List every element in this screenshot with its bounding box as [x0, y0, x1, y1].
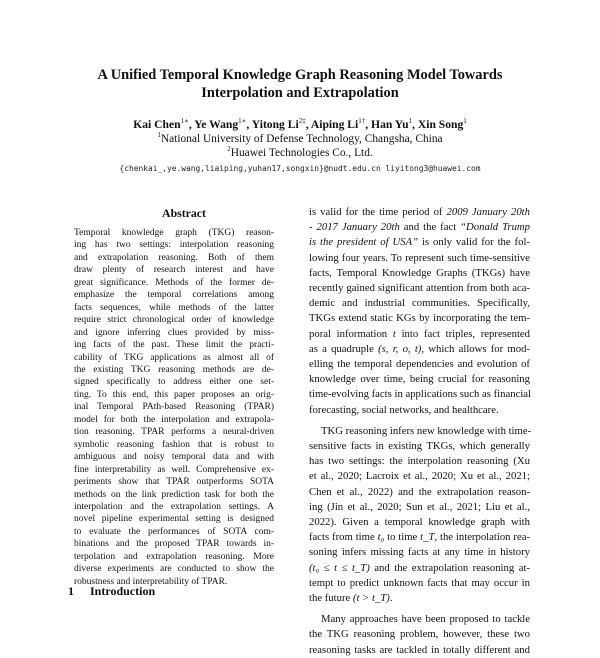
author-name: Kai Chen [133, 118, 181, 131]
body-line: soning infers missing facts at any time in history [309, 546, 530, 559]
abstract-line: and ignore inferring clues provided by miss- [74, 327, 274, 338]
abstract-line: binations and the proposed TPAR towards in- [74, 539, 274, 550]
author-sup: 1∗ [238, 117, 247, 125]
affiliation [40, 132, 560, 146]
body-line: time-evolving facts in applications such as financial [309, 388, 531, 401]
abstract-body [74, 227, 274, 588]
body-line: 2022). Given a temporal knowledge graph with [309, 516, 530, 529]
text-run: . [389, 592, 393, 605]
abstract-line: terpolation and extrapolation reasoning. More [74, 551, 274, 562]
body-line: et al., 2020; Lacroix et al., 2020; Xu et al., 2021; [309, 470, 530, 483]
title-line: Interpolation and Extrapolation [201, 85, 399, 101]
body-line [309, 342, 530, 357]
body-line: lowing four years. To represent such time-sensitive [309, 251, 530, 264]
title-line: A Unified Temporal Knowledge Graph Reasoning Model Towards [97, 67, 503, 83]
body-line: tempt to predict unknown facts that may occur in [309, 576, 530, 589]
author-sup: 1∗ [180, 117, 189, 125]
section-number: 1 [68, 584, 74, 598]
abstract-line: ambiguous and noisy temporal data and with [74, 452, 274, 463]
abstract-line: robustness and interpretability of TPAR. [74, 576, 228, 587]
abstract-line: model for both the interpolation and extrapola- [74, 414, 274, 425]
abstract-line: to evaluate the performances of SOTA com- [74, 526, 274, 537]
body-line: demic and industrial communities. Specifically, [309, 297, 530, 310]
author-emails: {chenkai_,ye.wang,liaiping,yuhan17,songxin}@nudt.edu.cn liyitong3@huawei.com [119, 164, 481, 173]
abstract-line: fine interpretability as well. Comprehensive ex- [74, 464, 274, 475]
body-line [309, 561, 530, 576]
abstract-line: diverse experiments are conducted to show the [74, 564, 274, 575]
abstract-line: cability of TKG applications as almost all of [74, 352, 274, 363]
body-line: TKGs extend static KGs by incorporating the tem- [309, 312, 530, 325]
abstract-line: symbolic reasoning fashion that is robust to [74, 439, 274, 450]
body-line: ing (Jin et al., 2020; Sun et al., 2021; Liu et al., [309, 500, 530, 513]
body-line [309, 205, 530, 220]
text-run: and the extrapolation reasoning at- [369, 561, 530, 574]
abstract-line: periments show that TPAR outperforms SOTA [74, 477, 274, 488]
date-text: 2009 January 20th [446, 206, 530, 218]
body-line: facts, Temporal Knowledge Graphs (TKGs) have [309, 266, 530, 279]
math-expr: (t₀ ≤ t ≤ t_T) [309, 561, 370, 574]
abstract-line: require strict chronological order of knowledge [74, 315, 274, 326]
body-line [309, 530, 530, 545]
abstract-line: novel pipeline experimental setting is designed [74, 514, 274, 525]
text-run: poral information [309, 327, 393, 340]
abstract-line: Temporal knowledge graph (TKG) reason- [74, 228, 274, 238]
affiliation-text: Huawei Technologies Co., Ltd. [230, 147, 373, 159]
author-name: Ye Wang [194, 118, 239, 131]
abstract-heading: Abstract [162, 206, 206, 220]
author-name: Han Yu [371, 118, 409, 131]
math-var: t [392, 327, 396, 340]
section-title: Introduction [90, 584, 156, 598]
abstract-line: the existing TKG reasoning methods are de- [74, 364, 274, 375]
body-line: Many approaches have been proposed to tackle [321, 613, 530, 626]
text-run: is only valid for the fol- [418, 236, 530, 249]
author-name: Yitong Li [251, 118, 299, 131]
author-name: Aiping Li [310, 118, 359, 131]
abstract-line: draw plenty of research interest and have [74, 265, 274, 276]
quoted-fact: is the president of USA” [309, 236, 419, 249]
right-column [309, 205, 530, 658]
body-line [309, 220, 530, 235]
body-line: TKG reasoning infers new knowledge with time- [321, 424, 532, 437]
body-line [309, 327, 530, 342]
text-run: facts from time [309, 531, 378, 544]
date-text: - 2017 January 20th [309, 221, 400, 234]
math-var: (s, r, o, t) [378, 342, 422, 355]
abstract-line: interpolation and the extrapolation settings. A [74, 501, 274, 512]
text-run: the future [309, 592, 353, 605]
quoted-fact: “Donald Trump [460, 221, 530, 234]
math-var: t_T [420, 531, 435, 544]
author-list: Kai Chen$^{1∗}$, Ye Wang$^{1∗}$, Yitong $Li^{2\ddagger}$, Aiping $Li^{1\dagger}$, Han Yu$^1$, Xin Song$^1$ [133, 117, 467, 131]
author-name: Xin Song [417, 118, 464, 131]
abstract-line: emphasize the temporal correlations among [74, 290, 274, 301]
affiliation-text: National University of Defense Technology, Changsha, China [160, 133, 443, 145]
body-line: the TKG reasoning problem, however, these two [309, 628, 530, 641]
text-run: into fact triples, represented [395, 327, 530, 340]
body-line: Chen et al., 2022) and the extrapolation reason- [309, 485, 530, 498]
math-expr: (t > t_T) [352, 592, 390, 605]
text-run: and the fact [399, 221, 461, 234]
abstract-line: facts sequences, while methods of the latter [74, 302, 274, 313]
body-line: forecasting, social networks, and healthcare. [309, 403, 499, 416]
abstract-line: great significance. Methods of the former de- [74, 277, 274, 288]
text-run: , which allows for mod- [421, 342, 530, 355]
abstract-line: ting. To this end, this paper proposes an orig- [74, 389, 274, 400]
body-line: sensitive facts in existing TKGs, which generally [309, 440, 530, 453]
text-run: as a quadruple [309, 342, 379, 355]
section-heading [68, 584, 155, 598]
abstract-line: inal Temporal PAth-based Reasoning (TPAR) [74, 402, 274, 413]
body-line: recently gained significant attention from both aca- [309, 282, 530, 295]
body-line [309, 235, 530, 250]
abstract-line: ing facts of the past. These limit the practi- [74, 340, 274, 351]
author-sup: 1† [358, 117, 366, 125]
text-run: is valid for the time period of [309, 206, 447, 218]
body-line: elling the temporal dependencies and evolution of [309, 358, 530, 371]
abstract-line: and extrapolation reasoning. Both of them [74, 252, 274, 263]
affiliation [40, 146, 560, 160]
body-line: knowledge over time, being crucial for reasoning [309, 373, 530, 386]
abstract-line: ing has two settings: interpolation reasoning [74, 240, 274, 251]
text-run: , the interpolation rea- [434, 531, 530, 544]
affiliation-sup: 2 [227, 145, 231, 153]
math-var: t₀ [377, 531, 385, 544]
body-line: reasoning tasks are tackled in totally different and [309, 643, 530, 656]
author-sup: 1 [463, 117, 467, 125]
affiliation-sup: 1 [157, 131, 161, 139]
text-run: to time [384, 531, 421, 544]
author-sup: 2‡ [298, 117, 306, 125]
body-line [309, 591, 530, 606]
abstract-line: methods on the link prediction task for both the [74, 489, 274, 500]
abstract-line: signed specifically to address either one set- [74, 377, 274, 388]
author-sup: 1 [408, 117, 413, 125]
abstract-line: tion reasoning. TPAR performs a neural-driven [74, 427, 274, 438]
paper-title [40, 66, 560, 102]
body-line: has two settings: the interpolation reasoning (Xu [309, 455, 530, 468]
